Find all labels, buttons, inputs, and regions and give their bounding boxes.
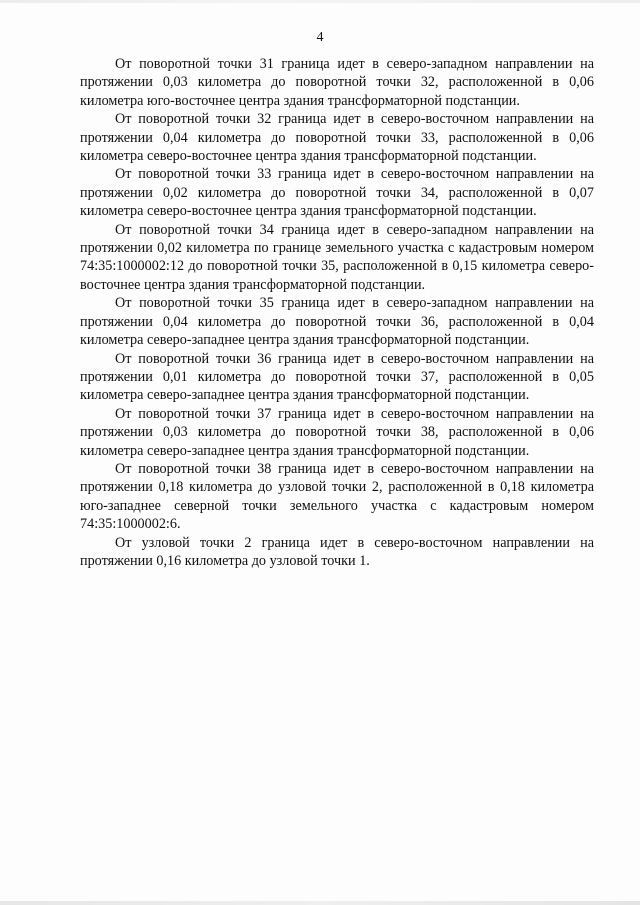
- paragraph-point-34: От поворотной точки 34 граница идет в северо-западном направлении на протяжении 0,02 километра по границе земельного участка с кадастровым номером 74:35:1000002:12 до поворотной точки 35, расположенной в 0,15 километра северо-восточнее центра здания трансформаторной подстанции.: [80, 221, 594, 293]
- page-number: 4: [316, 30, 324, 45]
- paragraph-point-35: От поворотной точки 35 граница идет в северо-западном направлении на протяжении 0,04 километра до поворотной точки 36, расположенной в 0,04 километра северо-западнее центра здания трансформаторной подстанции.: [80, 295, 594, 349]
- document-body: [80, 55, 594, 570]
- scan-edge-top: [0, 0, 640, 3]
- paragraph-point-32: От поворотной точки 32 граница идет в северо-восточном направлении на протяжении 0,04 километра до поворотной точки 33, расположенной в 0,06 километра северо-восточнее центра здания трансформаторной подстанции.: [80, 111, 594, 165]
- paragraph-node-2: От узловой точки 2 граница идет в северо-восточном направлении на протяжении 0,16 километра до узловой точки 1.: [80, 534, 594, 569]
- scan-edge-bottom: [0, 901, 640, 905]
- paragraph-point-37: От поворотной точки 37 граница идет в северо-восточном направлении на протяжении 0,03 километра до поворотной точки 38, расположенной в 0,06 километра северо-западнее центра здания трансформаторной подстанции.: [80, 405, 594, 459]
- paragraph-point-33: От поворотной точки 33 граница идет в северо-восточном направлении на протяжении 0,02 километра до поворотной точки 34, расположенной в 0,07 километра северо-восточнее центра здания трансформаторной подстанции.: [80, 166, 594, 220]
- paragraph-point-38: От поворотной точки 38 граница идет в северо-восточном направлении на протяжении 0,18 километра до узловой точки 2, расположенной в 0,18 километра юго-западнее северной точки земельного участка с кадастровым номером 74:35:1000002:6.: [80, 460, 594, 533]
- paragraph-point-36: От поворотной точки 36 граница идет в северо-восточном направлении на протяжении 0,01 километра до поворотной точки 37, расположенной в 0,05 километра северо-западнее центра здания трансформаторной подстанции.: [80, 350, 594, 404]
- paragraph-point-31: От поворотной точки 31 граница идет в северо-западном направлении на протяжении 0,03 километра до поворотной точки 32, расположенной в 0,06 километра юго-восточнее центра здания трансформаторной подстанции.: [80, 56, 594, 109]
